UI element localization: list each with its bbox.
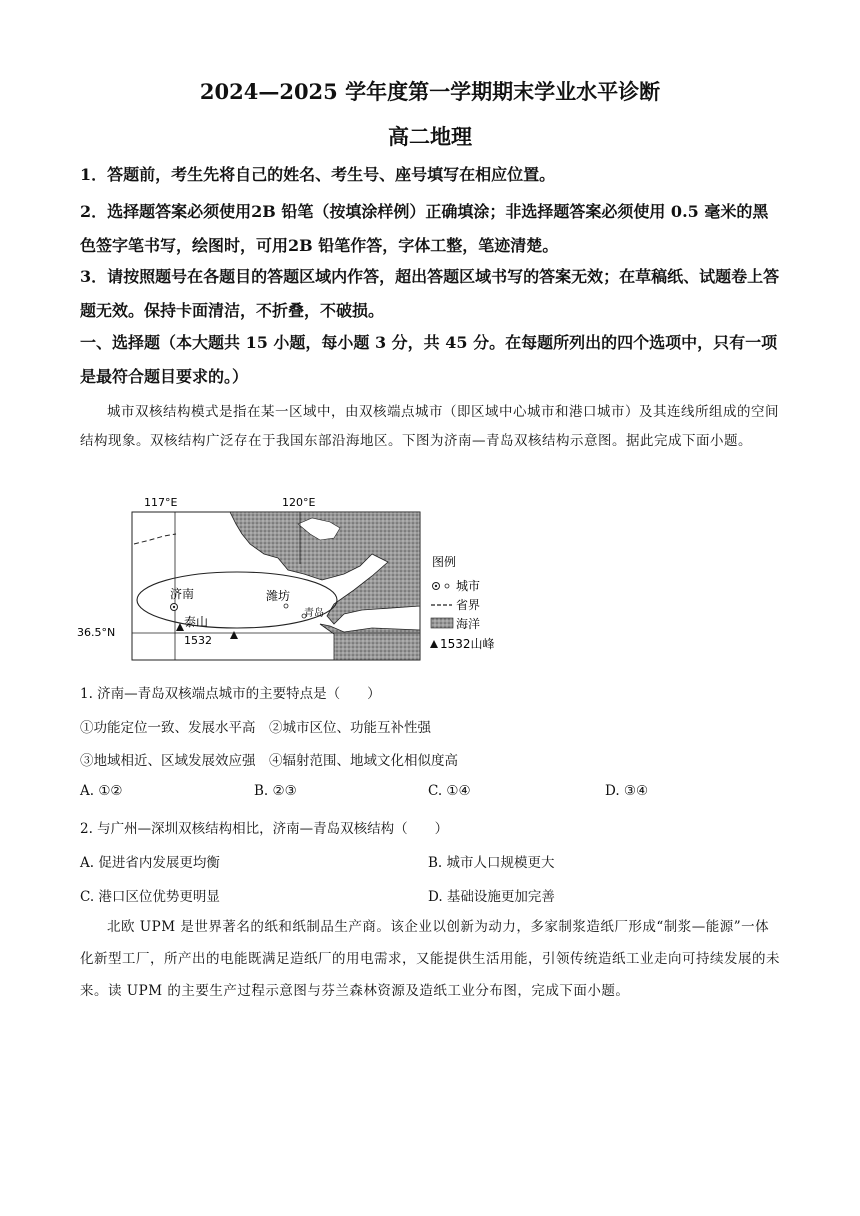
lon-117-label: 117°E	[144, 496, 178, 509]
section-heading-text: 一、选择题（本大题共 15 小题，每小题 3 分，共 45 分。在每题所列出的四个选项中，只有一项是最符合题目要求的。）	[80, 333, 778, 386]
q2-option-b[interactable]: B. 城市人口规模更大	[428, 855, 555, 871]
sea-south	[320, 624, 420, 660]
instruction-2	[80, 195, 782, 263]
city-weifang-label: 潍坊	[266, 589, 291, 603]
legend-title: 图例	[432, 555, 457, 569]
legend-peak-icon	[430, 640, 438, 648]
q2-option-d[interactable]: D. 基础设施更加完善	[428, 889, 555, 905]
q1-option-b[interactable]: B. ②③	[254, 783, 297, 799]
lat-label: 36.5°N	[77, 626, 116, 639]
taishan-label: 泰山	[184, 615, 209, 629]
exam-subject: 高二地理	[388, 124, 472, 149]
legend-ocean-label: 海洋	[456, 617, 481, 631]
jinan-dot-center	[173, 606, 175, 608]
q1-option-c[interactable]: C. ①④	[428, 783, 471, 799]
q2-stem: 2. 与广州—深圳双核结构相比，济南—青岛双核结构（ ）	[80, 821, 449, 837]
exam-title: 2024—2025 学年度第一学期期末学业水平诊断	[199, 79, 661, 104]
instruction-1-text: 1．答题前，考生先将自己的姓名、考生号、座号填写在相应位置。	[80, 165, 556, 184]
weifang-dot	[284, 604, 288, 608]
section-heading	[80, 326, 782, 394]
legend-border-label: 省界	[456, 598, 481, 612]
city-jinan-label: 济南	[170, 587, 195, 601]
q2-option-c[interactable]: C. 港口区位优势更明显	[80, 889, 220, 905]
instruction-3	[80, 260, 782, 328]
instruction-1	[80, 158, 782, 192]
instruction-2-text: 2．选择题答案必须使用2B 铅笔（按填涂样例）正确填涂；非选择题答案必须使用 0.5 毫米的黑色签字笔书写，绘图时，可用2B 铅笔作答，字体工整，笔迹清楚。	[80, 202, 769, 255]
taishan-elevation: 1532	[184, 634, 212, 647]
legend-peak-label: 1532山峰	[440, 637, 495, 651]
passage-2: 北欧 UPM 是世界著名的纸和纸制品生产商。该企业以创新为动力，多家制浆造纸厂形成“制浆—能源”一体化新型工厂，所产出的电能既满足造纸厂的用电需求，又能提供生活用能，引领传统造纸工业走向可持续发展的未来。读 UPM 的主要生产过程示意图与芬兰森林资源及造纸工业分布图，完成下面小题。	[80, 919, 780, 999]
legend-city-label: 城市	[456, 579, 481, 593]
q1-option-d[interactable]: D. ③④	[605, 783, 649, 799]
legend-city-icon-dot	[435, 585, 437, 587]
q1-statements-1: ①功能定位一致、发展水平高 ②城市区位、功能互补性强	[80, 720, 431, 736]
legend-city-icon-small	[445, 584, 449, 588]
lon-120-label: 120°E	[282, 496, 316, 509]
q1-statements-2: ③地域相近、区域发展效应强 ④辐射范围、地域文化相似度高	[80, 753, 458, 769]
city-qingdao-label: 青岛	[304, 608, 324, 619]
instruction-3-text: 3．请按照题号在各题目的答题区域内作答，超出答题区域书写的答案无效；在草稿纸、试题卷上答题无效。保持卡面清洁，不折叠，不破损。	[80, 267, 780, 320]
passage-1: 城市双核结构模式是指在某一区域中，由双核端点城市（即区域中心城市和港口城市）及其连线所组成的空间结构现象。双核结构广泛存在于我国东部沿海地区。下图为济南—青岛双核结构示意图。据此完成下面小题。	[80, 404, 779, 449]
legend-ocean-icon	[431, 618, 453, 628]
q1-stem: 1. 济南—青岛双核端点城市的主要特点是（ ）	[80, 686, 381, 702]
q2-option-a[interactable]: A. 促进省内发展更均衡	[80, 855, 220, 871]
q1-option-a[interactable]: A. ①②	[80, 783, 123, 799]
jinan-qingdao-map	[72, 494, 512, 670]
